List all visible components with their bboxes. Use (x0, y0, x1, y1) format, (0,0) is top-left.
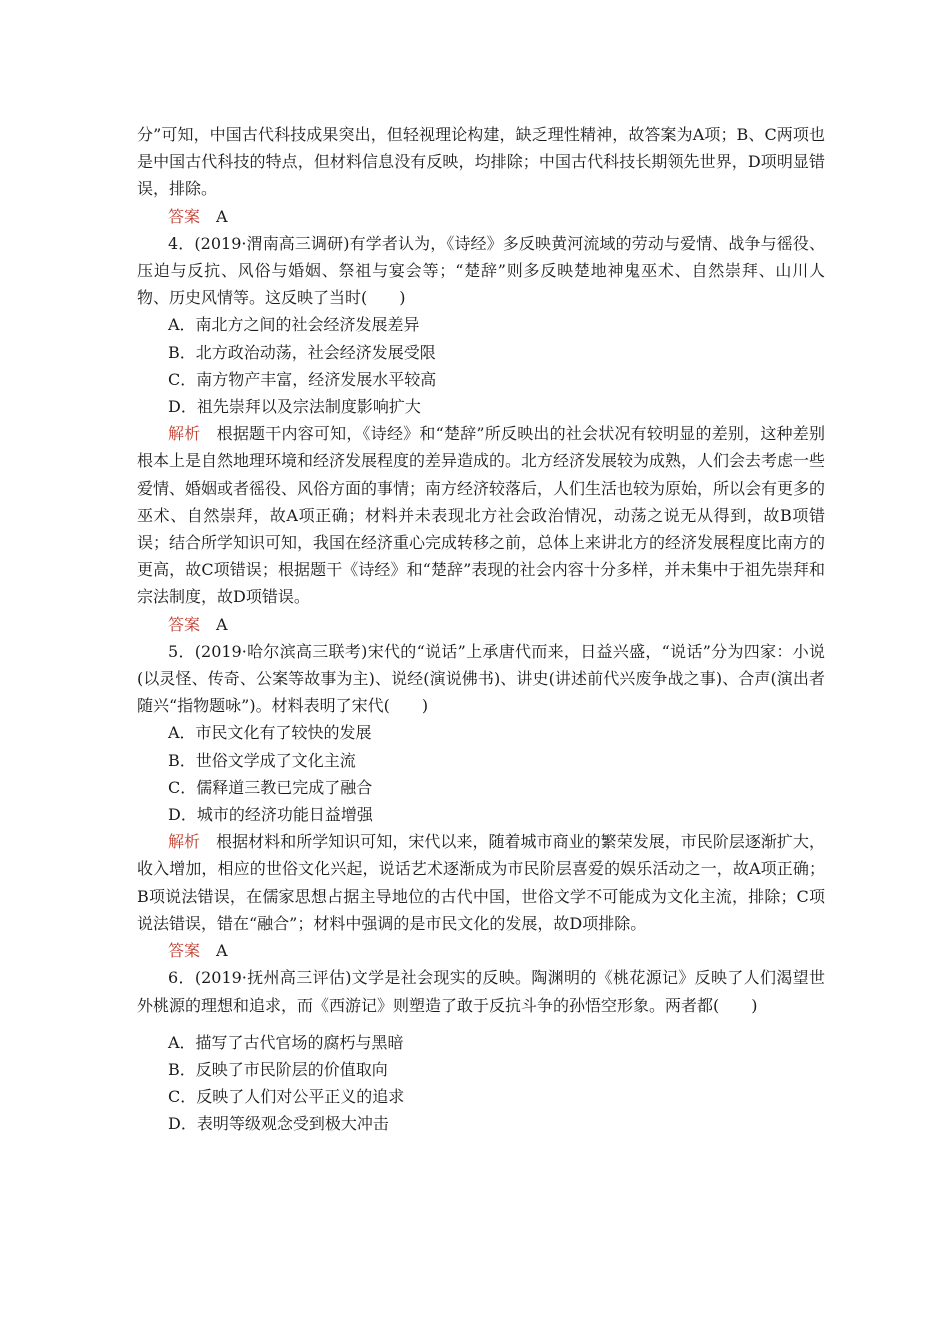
answer-value: A (216, 206, 228, 226)
q4-option-b: B．北方政治动荡，社会经济发展受限 (168, 342, 436, 362)
spacer (137, 1019, 825, 1029)
q3-answer (137, 203, 825, 230)
document-content (137, 121, 825, 1138)
q6-option-b: B．反映了市民阶层的价值取向 (168, 1059, 388, 1079)
q6-stem: 6．(2019·抚州高三评估)文学是社会现实的反映。陶渊明的《桃花源记》反映了人们渴望世外桃源的理想和追求，而《西游记》则塑造了敢于反抗斗争的孙悟空形象。两者都( ) (137, 968, 825, 1015)
q4-option-c: C．南方物产丰富，经济发展水平较高 (168, 369, 437, 389)
analysis-label: 解析 (168, 832, 201, 852)
q5-option-a: A．市民文化有了较快的发展 (168, 723, 372, 743)
q5-stem: 5．(2019·哈尔滨高三联考)宋代的“说话”上承唐代而来，日益兴盛，“说话”分为四家：小说(以灵怪、传奇、公案等故事为主)、说经(演说佛书)、讲史(讲述前代兴废争战之事)、合声(演出者随兴“指物题咏”)。材料表明了宋代( ) (137, 641, 825, 716)
analysis-label: 解析 (168, 424, 201, 444)
q4-option-a: A．南北方之间的社会经济发展差异 (168, 315, 420, 335)
q6-option-a: A．描写了古代官场的腐朽与黑暗 (168, 1032, 404, 1052)
q5-option-d: D．城市的经济功能日益增强 (168, 805, 373, 825)
answer-label: 答案 (168, 614, 201, 634)
q4-stem: 4．(2019·渭南高三调研)有学者认为，《诗经》多反映黄河流域的劳动与爱情、战争与徭役、压迫与反抗、风俗与婚姻、祭祖与宴会等；“楚辞”则多反映楚地神鬼巫术、自然崇拜、山川人物、历史风情等。这反映了当时( ) (137, 233, 825, 308)
answer-label: 答案 (168, 206, 201, 226)
answer-value: A (216, 614, 228, 634)
q4-analysis (137, 420, 825, 610)
answer-label: 答案 (168, 941, 201, 961)
q4-option-d: D．祖先崇拜以及宗法制度影响扩大 (168, 397, 421, 417)
analysis-text: 根据题干内容可知，《诗经》和“楚辞”所反映出的社会状况有较明显的差别，这种差别根本上是自然地理环境和经济发展程度的差异造成的。北方经济发展较为成熟，人们会去考虑一些爱情、婚姻或者徭役、风俗方面的事情；南方经济较落后，人们生活也较为原始，所以会有更多的巫术、自然崇拜，故A项正确；材料并未表现北方社会政治情况，动荡之说无从得到，故B项错误；结合所学知识可知，我国在经济重心完成转移之前，总体上来讲北方的经济发展程度比南方的更高，故C项错误；根据题干《诗经》和“楚辞”表现的社会内容十分多样，并未集中于祖先崇拜和宗法制度，故D项错误。 (137, 424, 826, 607)
answer-value: A (216, 941, 228, 961)
q3-explanation-tail: 分”可知，中国古代科技成果突出，但轻视理论构建，缺乏理性精神，故答案为A项；B、C两项也是中国古代科技的特点，但材料信息没有反映，均排除；中国古代科技长期领先世界，D项明显错误，排除。 (137, 125, 825, 199)
analysis-text: 根据材料和所学知识可知，宋代以来，随着城市商业的繁荣发展，市民阶层逐渐扩大，收入增加，相应的世俗文化兴起，说话艺术逐渐成为市民阶层喜爱的娱乐活动之一，故A项正确；B项说法错误，在儒家思想占据主导地位的古代中国，世俗文学不可能成为文化主流，排除；C项说法错误，错在“融合”；材料中强调的是市民文化的发展，故D项排除。 (137, 832, 825, 933)
q5-option-b: B．世俗文学成了文化主流 (168, 750, 356, 770)
q5-analysis (137, 828, 825, 937)
q5-answer (137, 937, 825, 964)
q5-option-c: C．儒释道三教已完成了融合 (168, 777, 373, 797)
q6-option-d: D．表明等级观念受到极大冲击 (168, 1114, 389, 1134)
q6-option-c: C．反映了人们对公平正义的追求 (168, 1087, 405, 1107)
q4-answer (137, 611, 825, 638)
